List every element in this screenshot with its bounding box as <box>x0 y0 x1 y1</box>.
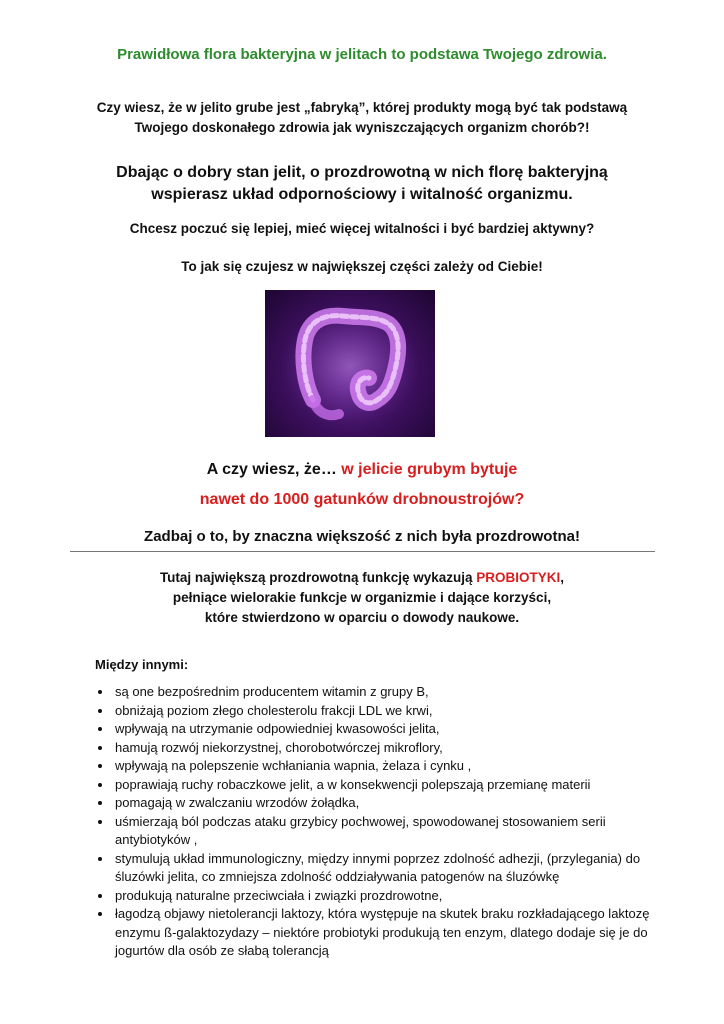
intro-paragraph <box>60 98 664 138</box>
question-line: Chcesz poczuć się lepiej, mieć więcej witalności i być bardziej aktywny? <box>129 221 595 236</box>
depends-line: To jak się czujesz w największej części zależy od Ciebie! <box>181 259 543 274</box>
list-item: • łagodzą objawy nietolerancji laktozy, która występuje na skutek braku rozkładającego laktozę enzymu ß-galaktozydazy – niektóre probiotyki produkują ten enzym, dlatego dodaje się je do jogurtów dla osób ze słabą tolerancją <box>113 905 683 961</box>
probiotics-line: pełniące wielorakie funkcje w organizmie i dające korzyści, <box>172 590 552 605</box>
probiotics-pre: Tutaj największą prozdrowotną funkcję wykazują <box>159 570 473 585</box>
care-line: Dbając o dobry stan jelit, o prozdrowotną w nich florę bakteryjną <box>116 164 608 181</box>
care-paragraph <box>60 162 664 206</box>
colon-icon <box>265 290 435 437</box>
divider <box>70 551 655 552</box>
probiotics-post: , <box>560 570 565 585</box>
fact-highlight: w jelicie grubym bytuje <box>341 461 518 478</box>
list-item: • stymulują układ immunologiczny, między innymi poprzez zdolność adhezji, (przylegania) do śluzówki jelita, co zmniejsza zdolność oddziaływania patogenów na śluzówkę <box>113 850 683 887</box>
list-item: • wpływają na polepszenie wchłaniania wapnia, żelaza i cynku , <box>113 757 683 776</box>
page-title: Prawidłowa flora bakteryjna w jelitach to podstawa Twojego zdrowia. <box>117 46 607 63</box>
probiotics-paragraph <box>60 568 664 628</box>
fact-prefix: A czy wiesz, że… <box>206 461 337 478</box>
intro-line: Twojego doskonałego zdrowia jak wyniszczających organizm chorób?! <box>134 120 590 135</box>
care-line: wspierasz układ odpornościowy i witalność organizmu. <box>151 186 573 203</box>
list-item: • produkują naturalne przeciwciała i związki prozdrowotne, <box>113 887 683 906</box>
benefits-list <box>95 683 683 961</box>
list-item: • są one bezpośrednim producentem witamin z grupy B, <box>113 683 683 702</box>
fact-line <box>0 461 724 479</box>
list-item: • uśmierzają ból podczas ataku grzybicy pochwowej, spowodowanej stosowaniem serii antybiotyków , <box>113 813 683 850</box>
intro-line: Czy wiesz, że w jelito grube jest „fabryką”, której produkty mogą być tak podstawą <box>96 100 628 115</box>
probiotics-word: PROBIOTYKI <box>476 570 561 585</box>
list-item: • poprawiają ruchy robaczkowe jelit, a w konsekwencji polepszają przemianę materii <box>113 776 683 795</box>
probiotics-line: które stwierdzono w oparciu o dowody naukowe. <box>204 610 520 625</box>
list-item: • obniżają poziom złego cholesterolu frakcji LDL we krwi, <box>113 702 683 721</box>
among-label: Między innymi: <box>95 657 189 672</box>
list-item: • pomagają w zwalczaniu wrzodów żołądka, <box>113 794 683 813</box>
probiotics-line <box>60 568 664 588</box>
list-item: • hamują rozwój niekorzystnej, chorobotwórczej mikroflory, <box>113 739 683 758</box>
fact-line-2: nawet do 1000 gatunków drobnoustrojów? <box>199 491 525 508</box>
care-note: Zadbaj o to, by znaczna większość z nich była prozdrowotna! <box>144 528 580 545</box>
list-item: • wpływają na utrzymanie odpowiedniej kwasowości jelita, <box>113 720 683 739</box>
colon-illustration <box>265 290 435 437</box>
